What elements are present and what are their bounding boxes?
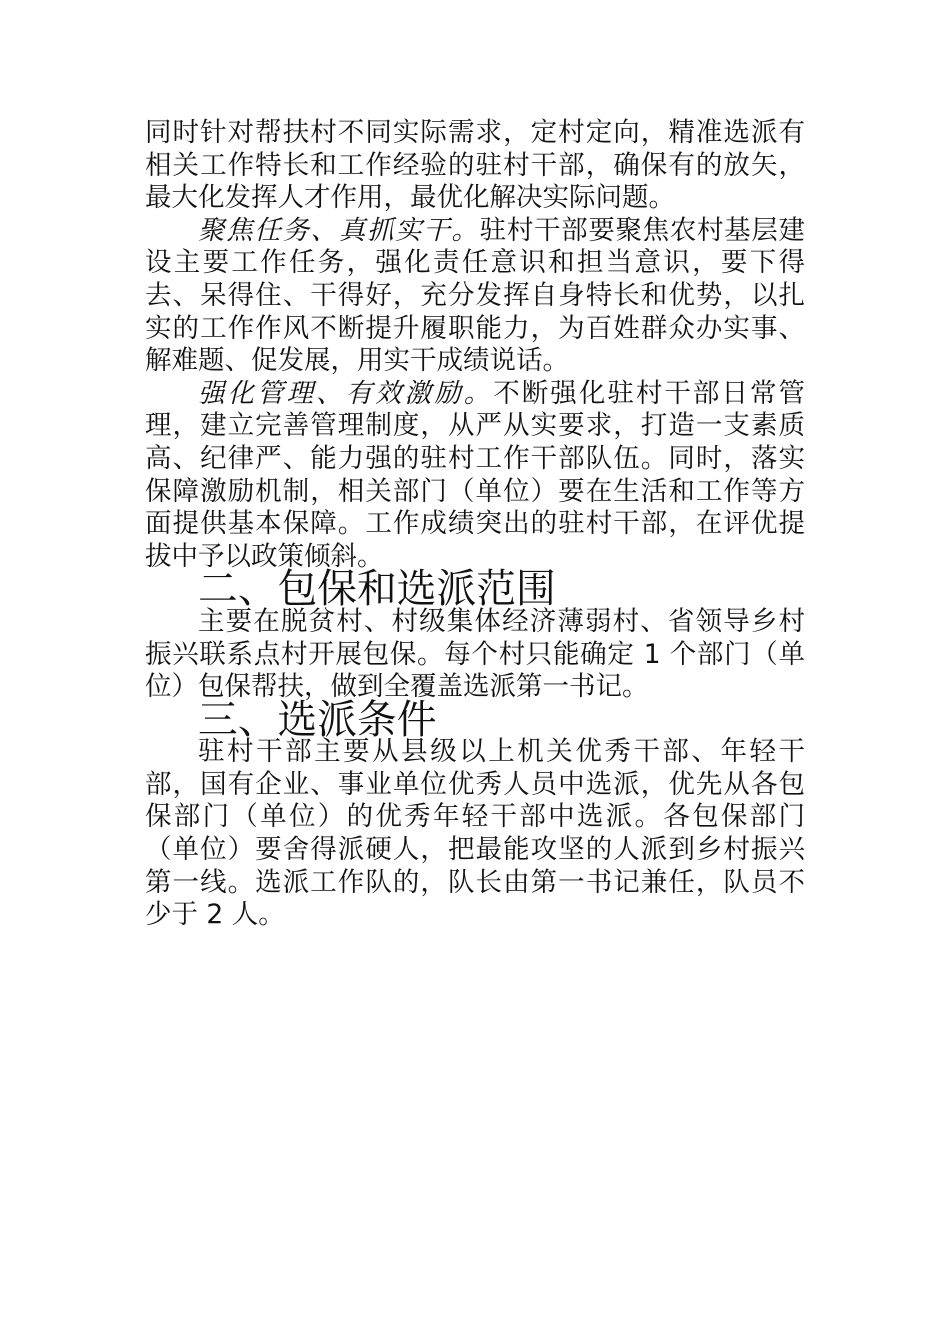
- paragraph-management: [145, 378, 805, 574]
- paragraph-text: 驻村干部主要从县级以上机关优秀干部、年轻干部，国有企业、事业单位优秀人员中选派，优先从各包保部门（单位）的优秀年轻干部中选派。各包保部门（单位）要舍得派硬人，把最能攻坚的人派到乡村振兴第一线。选派工作队的，队长由第一书记兼任，队员不少于 2 人。: [145, 736, 805, 931]
- paragraph-text: 驻村干部要聚焦农村基层建设主要工作任务，强化责任意识和担当意识，要下得去、呆得住、干得好，充分发挥自身特长和优势，以扎实的工作作风不断提升履职能力，为百姓群众办实事、解难题、促发展，用实干成绩说话。: [145, 214, 806, 377]
- paragraph-conditions: [145, 736, 805, 932]
- paragraph-text: 同时针对帮扶村不同实际需求，定村定向，精准选派有相关工作特长和工作经验的驻村干部，确保有的放矢，最大化发挥人才作用，最优化解决实际问题。: [145, 117, 805, 214]
- paragraph-text: 不断强化驻村干部日常管理，建立完善管理制度，从严从实要求，打造一支素质高、纪律严、能力强的驻村工作干部队伍。同时，落实保障激励机制，相关部门（单位）要在生活和工作等方面提供基本保障。工作成绩突出的驻村干部，在评优提拔中予以政策倾斜。: [145, 377, 805, 572]
- paragraph-continuation: [145, 117, 805, 215]
- section-heading-conditions: 三、选派条件: [198, 696, 437, 743]
- paragraph-lead: 强化管理、有效激励。: [198, 377, 494, 409]
- paragraph-scope: [145, 606, 805, 704]
- document-body: [145, 117, 805, 932]
- paragraph-text: 主要在脱贫村、村级集体经济薄弱村、省领导乡村振兴联系点村开展包保。每个村只能确定 1 个部门（单位）包保帮扶，做到全覆盖选派第一书记。: [145, 605, 805, 703]
- paragraph-lead: 聚焦任务、真抓实干。: [198, 214, 480, 246]
- paragraph-focus-tasks: [145, 215, 805, 378]
- section-heading-scope: 二、包保和选派范围: [198, 566, 556, 613]
